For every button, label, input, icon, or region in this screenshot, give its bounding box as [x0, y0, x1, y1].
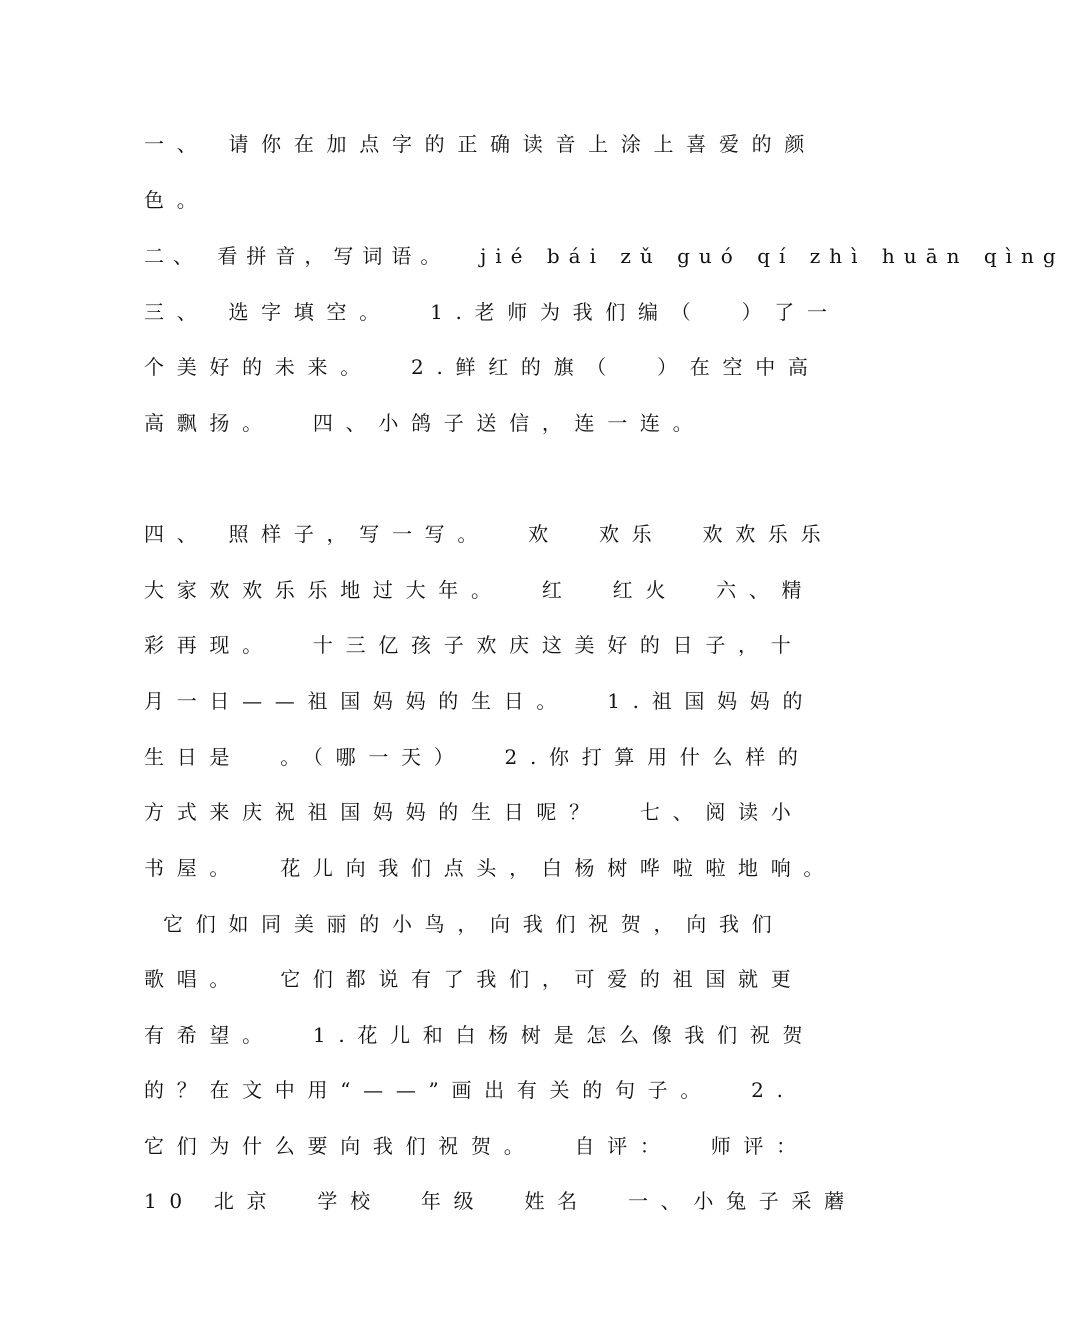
text-line-15: 歌唱。 它们都说有了我们，可爱的祖国就更 [144, 967, 804, 991]
text-line-1: 一、 请你在加点字的正确读音上涂上喜爱的颜 [144, 132, 818, 156]
text-line-11: 生日是 。（哪一天） 2.你打算用什么样的 [144, 745, 811, 769]
text-line-17: 的？在文中用“——”画出有关的句子。 2. [144, 1078, 796, 1102]
text-line-9: 彩再现。 十三亿孩子欢庆这美好的日子，十 [144, 633, 804, 657]
text-line-8: 大家欢欢乐乐地过大年。 红 红火 六、精 [144, 578, 815, 602]
text-line-19: 10 北京 学校 年级 姓名 一、小兔子采蘑 [144, 1189, 857, 1213]
text-line-10: 月一日——祖国妈妈的生日。 1.祖国妈妈的 [144, 689, 816, 713]
text-line-18: 它们为什么要向我们祝贺。 自评： 师评： [144, 1134, 809, 1158]
text-line-14: 它们如同美丽的小鸟，向我们祝贺，向我们 [144, 912, 785, 936]
text-line-6: 高飘扬。 四、小鸽子送信，连一连。 [144, 411, 706, 435]
text-line-16: 有希望。 1.花儿和白杨树是怎么像我们祝贺 [144, 1023, 816, 1047]
text-line-2: 色。 [144, 188, 210, 212]
text-line-5: 个美好的未来。 2.鲜红的旗（ ）在空中高 [144, 355, 821, 379]
text-line-13: 书屋。 花儿向我们点头，白杨树哗啦啦地响。 [144, 856, 837, 880]
text-line-7: 四、 照样子，写一写。 欢 欢乐 欢欢乐乐 [144, 522, 834, 546]
text-line-12: 方式来庆祝祖国妈妈的生日呢？ 七、阅读小 [144, 800, 804, 824]
text-line-3: 二、 看拼音，写词语。 jié bái zǔ guó qí zhì huān qìng [144, 244, 1065, 268]
text-line-4: 三、 选字填空。 1.老师为我们编（ ）了一 [144, 300, 840, 324]
